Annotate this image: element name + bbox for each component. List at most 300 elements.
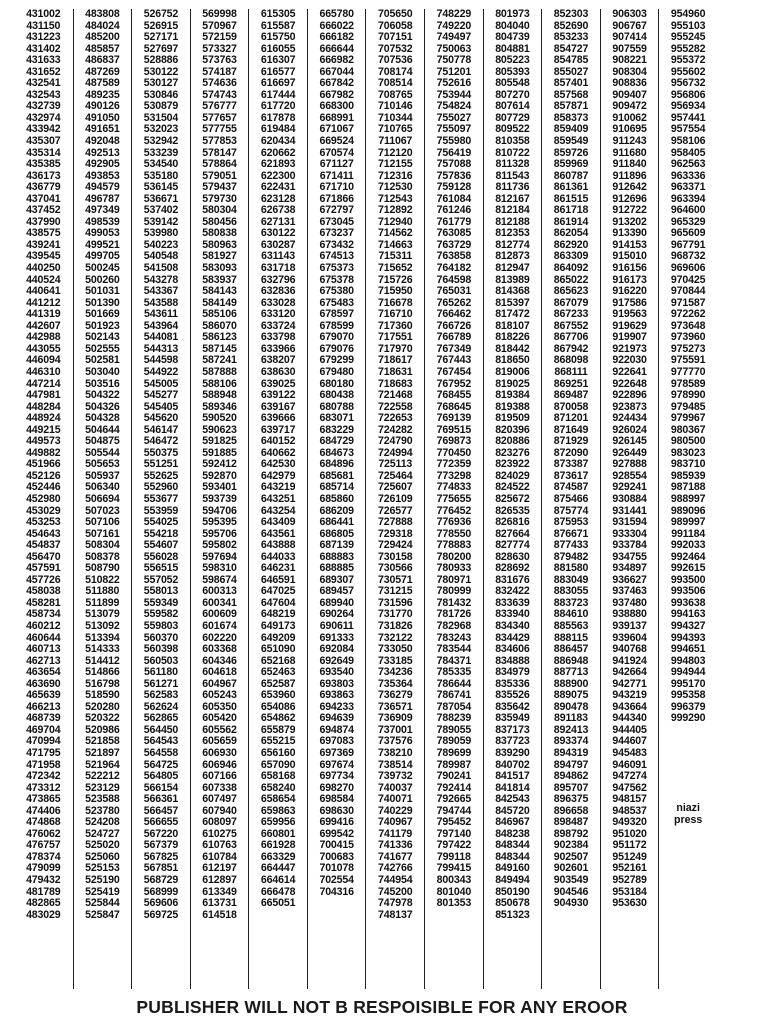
roll-number: 440641	[26, 285, 61, 298]
roll-number: 683229	[319, 423, 354, 436]
roll-number: 731215	[378, 585, 413, 598]
roll-number: 431002	[26, 8, 61, 20]
roll-number: 472342	[26, 770, 61, 783]
roll-number: 580963	[202, 238, 237, 251]
roll-number: 740071	[378, 793, 413, 806]
roll-number: 734236	[378, 666, 413, 679]
roll-number: 492513	[85, 146, 120, 159]
roll-number: 867233	[553, 308, 589, 321]
roll-number: 518590	[85, 689, 120, 702]
roll-number: 706058	[378, 19, 413, 32]
roll-number: 992464	[670, 550, 706, 563]
roll-number: 893374	[553, 735, 589, 748]
roll-number: 675373	[319, 262, 354, 275]
roll-number: 780200	[436, 550, 472, 563]
roll-number: 652463	[260, 666, 296, 679]
roll-number: 886457	[553, 643, 589, 656]
roll-number: 532942	[143, 135, 179, 148]
roll-number: 539980	[143, 227, 179, 240]
roll-number: 497349	[85, 204, 120, 217]
roll-number: 778550	[436, 527, 472, 540]
roll-number: 544922	[143, 365, 179, 378]
roll-number: 912696	[612, 192, 647, 205]
roll-number: 842543	[495, 793, 530, 806]
roll-number: 537402	[143, 204, 179, 217]
roll-number: 505544	[85, 446, 120, 459]
roll-number: 564450	[143, 723, 179, 736]
roll-number: 859726	[553, 146, 589, 159]
roll-number: 654086	[260, 700, 296, 713]
roll-number: 943664	[612, 700, 647, 713]
roll-number: 631143	[261, 250, 296, 263]
roll-number: 955103	[670, 19, 706, 32]
roll-number: 786741	[436, 689, 472, 702]
roll-number: 446310	[26, 365, 61, 378]
roll-number: 731596	[378, 596, 413, 609]
roll-number: 837173	[495, 723, 530, 736]
roll-number: 525844	[85, 897, 120, 910]
roll-number: 755027	[436, 111, 472, 124]
roll-number: 907414	[612, 31, 647, 44]
roll-number: 553677	[143, 492, 179, 505]
roll-number: 617878	[260, 111, 296, 124]
roll-number: 658654	[260, 793, 296, 806]
roll-number: 956934	[670, 100, 706, 113]
roll-number: 685860	[319, 492, 354, 505]
roll-number: 944340	[612, 712, 647, 725]
roll-number: 736571	[378, 700, 413, 713]
roll-number: 731826	[378, 619, 413, 632]
roll-number: 957441	[670, 111, 706, 124]
roll-number: 671067	[319, 123, 354, 136]
roll-number: 786644	[436, 677, 472, 690]
roll-number: 560370	[143, 631, 179, 644]
roll-number: 742766	[378, 862, 413, 875]
roll-number: 569606	[143, 897, 179, 910]
number-column-2	[73, 9, 132, 989]
roll-number: 849494	[495, 874, 530, 887]
roll-number: 436779	[26, 181, 61, 194]
roll-number: 543588	[143, 296, 179, 309]
roll-number: 857871	[553, 100, 589, 113]
roll-number: 869251	[553, 377, 589, 390]
roll-number: 916173	[612, 273, 647, 286]
roll-number: 688885	[319, 562, 354, 575]
roll-number: 862920	[553, 238, 589, 251]
roll-number: 487269	[85, 65, 120, 78]
roll-number: 761084	[436, 192, 472, 205]
roll-number: 729424	[378, 539, 413, 552]
roll-number: 668300	[319, 100, 354, 113]
roll-number: 784371	[436, 654, 472, 667]
roll-number: 591885	[202, 446, 237, 459]
roll-number: 854727	[553, 42, 589, 55]
roll-number: 818650	[495, 354, 530, 367]
roll-number: 738514	[378, 758, 413, 771]
roll-number: 810358	[495, 135, 530, 148]
roll-number: 592412	[202, 458, 237, 471]
roll-number: 761779	[436, 215, 472, 228]
roll-number: 431633	[26, 54, 61, 67]
roll-number: 858373	[553, 111, 589, 124]
roll-number: 458038	[26, 585, 61, 598]
roll-number: 561180	[144, 666, 178, 679]
roll-number: 828630	[495, 550, 530, 563]
roll-number: 769873	[436, 435, 472, 448]
roll-number: 931441	[612, 504, 647, 517]
roll-number: 605243	[202, 689, 237, 702]
roll-number: 708174	[378, 65, 413, 78]
roll-number: 870058	[553, 400, 589, 413]
roll-number: 704316	[319, 885, 354, 898]
roll-number: 666644	[319, 42, 354, 55]
roll-number: 570967	[202, 19, 237, 32]
roll-number: 755097	[436, 123, 472, 136]
roll-number: 657090	[260, 758, 296, 771]
roll-number: 725113	[378, 458, 413, 471]
roll-number: 833639	[495, 596, 530, 609]
roll-number: 913202	[612, 215, 647, 228]
roll-number: 780971	[436, 573, 472, 586]
roll-number: 859549	[553, 135, 589, 148]
roll-number: 750778	[436, 54, 472, 67]
roll-number: 437990	[26, 215, 61, 228]
roll-number: 859969	[553, 158, 589, 171]
roll-number: 766462	[436, 308, 472, 321]
roll-number: 930884	[612, 492, 647, 505]
roll-number: 983023	[670, 446, 706, 459]
roll-number: 944405	[612, 723, 647, 736]
roll-number: 815397	[495, 296, 530, 309]
roll-number: 953184	[612, 885, 647, 898]
roll-number: 988997	[670, 492, 706, 505]
roll-number: 576777	[202, 100, 237, 113]
roll-number: 857568	[553, 88, 589, 101]
roll-number: 543964	[143, 319, 179, 332]
roll-number: 474868	[26, 816, 61, 829]
roll-number: 543367	[143, 285, 179, 298]
roll-number: 553959	[143, 504, 179, 517]
roll-number: 855027	[553, 65, 589, 78]
roll-number: 613349	[202, 885, 237, 898]
roll-number: 765262	[436, 296, 472, 309]
roll-number: 591825	[202, 435, 237, 448]
roll-number: 979485	[670, 400, 706, 413]
roll-number: 716678	[378, 296, 413, 309]
roll-number: 995358	[670, 689, 706, 702]
roll-number: 539142	[143, 215, 179, 228]
roll-number: 525419	[85, 885, 120, 898]
roll-number: 908304	[612, 65, 647, 78]
roll-number: 853233	[553, 31, 589, 44]
roll-number: 714663	[378, 238, 413, 251]
roll-number: 941924	[612, 654, 647, 667]
roll-number: 605659	[202, 735, 237, 748]
roll-number: 951172	[612, 839, 647, 852]
roll-number: 921973	[612, 342, 647, 355]
roll-number: 825672	[495, 492, 530, 505]
roll-number: 574743	[202, 88, 237, 101]
number-column-10	[541, 9, 600, 989]
roll-number: 835526	[495, 689, 530, 702]
roll-number: 833940	[495, 608, 530, 621]
roll-number: 546147	[143, 423, 179, 436]
roll-number: 894319	[553, 747, 589, 759]
roll-number: 906767	[612, 19, 647, 32]
roll-number: 647604	[260, 596, 296, 609]
roll-number: 861914	[553, 215, 589, 228]
roll-number: 442988	[26, 331, 61, 344]
roll-number: 489235	[85, 88, 120, 101]
roll-number: 667842	[319, 77, 354, 90]
roll-number: 499705	[85, 250, 120, 263]
roll-number: 439545	[26, 250, 61, 263]
roll-number: 579437	[202, 181, 237, 194]
roll-number: 867079	[553, 296, 589, 309]
roll-number: 535180	[143, 169, 179, 182]
roll-number: 767443	[436, 354, 472, 367]
roll-number: 597694	[202, 550, 237, 563]
roll-number: 911840	[612, 158, 647, 171]
roll-number: 890478	[553, 700, 589, 713]
roll-number: 937480	[612, 596, 647, 609]
roll-number: 857401	[553, 77, 589, 90]
roll-number: 651090	[260, 643, 296, 656]
roll-number: 481789	[26, 885, 61, 898]
roll-number: 562583	[143, 689, 179, 702]
roll-number: 522212	[85, 770, 120, 783]
roll-number: 502555	[85, 342, 120, 355]
roll-number: 451966	[26, 458, 61, 471]
roll-number: 630122	[260, 227, 296, 240]
roll-number: 841814	[495, 781, 530, 794]
roll-number: 604967	[202, 677, 237, 690]
roll-number: 756419	[436, 146, 472, 159]
roll-number: 619484	[260, 123, 296, 136]
roll-number: 947274	[612, 770, 647, 783]
roll-number: 736909	[378, 712, 413, 725]
roll-number: 689307	[319, 573, 354, 586]
roll-number: 577755	[202, 123, 237, 136]
roll-number: 865022	[553, 273, 589, 286]
roll-number: 868098	[553, 354, 589, 367]
roll-number: 661928	[260, 839, 296, 852]
roll-number: 431652	[26, 65, 61, 78]
roll-number: 671866	[319, 192, 354, 205]
roll-number: 507161	[85, 527, 120, 540]
roll-number: 714562	[378, 227, 413, 240]
roll-number: 942664	[612, 666, 647, 679]
roll-number: 622431	[260, 181, 296, 194]
roll-number: 978990	[670, 389, 706, 402]
number-column-5	[248, 9, 307, 989]
roll-number: 721468	[378, 389, 413, 402]
roll-number: 765031	[436, 285, 472, 298]
roll-number: 884610	[553, 608, 589, 621]
roll-number: 458281	[26, 596, 61, 609]
roll-number: 770450	[436, 446, 472, 459]
roll-number: 769139	[436, 412, 472, 425]
roll-number: 572159	[202, 31, 237, 44]
roll-number: 699542	[319, 827, 354, 840]
roll-number: 738210	[378, 747, 413, 759]
roll-number: 922896	[612, 389, 647, 402]
roll-number: 525020	[85, 839, 120, 852]
roll-number: 839290	[495, 747, 530, 759]
roll-number: 864092	[553, 262, 589, 275]
roll-number: 586070	[202, 319, 237, 332]
roll-number: 877433	[553, 539, 589, 552]
roll-number: 654862	[260, 712, 296, 725]
roll-number: 896658	[553, 804, 589, 817]
press-credit-line-2: press	[674, 813, 703, 826]
roll-number: 473865	[26, 793, 61, 806]
roll-number: 540223	[143, 238, 179, 251]
roll-number: 648219	[260, 608, 296, 621]
roll-number: 671710	[319, 181, 354, 194]
roll-number: 569998	[202, 8, 237, 20]
roll-number: 544081	[143, 331, 179, 344]
roll-number: 956732	[670, 77, 706, 90]
roll-number: 773298	[436, 469, 472, 482]
roll-number: 807729	[495, 111, 530, 124]
roll-number: 479432	[26, 874, 61, 887]
roll-number: 694874	[319, 723, 354, 736]
roll-number: 955372	[670, 54, 706, 67]
roll-number: 951249	[612, 850, 647, 863]
roll-number: 769515	[436, 423, 472, 436]
roll-number: 926024	[612, 423, 647, 436]
roll-number: 693863	[319, 689, 354, 702]
roll-number: 566154	[143, 781, 179, 794]
roll-number: 973648	[670, 319, 706, 332]
roll-number: 491651	[85, 123, 120, 136]
roll-number: 867942	[553, 342, 589, 355]
roll-number: 813989	[495, 273, 530, 286]
roll-number: 697369	[319, 747, 354, 759]
roll-number: 491050	[85, 111, 120, 124]
roll-number: 642530	[260, 458, 296, 471]
roll-number: 616307	[260, 54, 296, 67]
roll-number: 646231	[260, 562, 296, 575]
roll-number: 824029	[495, 469, 530, 482]
roll-number: 805393	[495, 65, 530, 78]
roll-number: 558013	[143, 585, 179, 598]
roll-number: 865623	[553, 285, 589, 298]
roll-number: 954960	[670, 8, 706, 20]
roll-number: 449882	[26, 446, 61, 459]
roll-number: 737001	[378, 723, 413, 736]
roll-number: 763729	[436, 238, 472, 251]
roll-number: 543278	[143, 273, 179, 286]
roll-number: 862054	[553, 227, 589, 240]
roll-number: 633724	[260, 319, 296, 332]
roll-number: 664447	[260, 862, 296, 875]
roll-number: 891183	[554, 712, 588, 725]
roll-number: 556028	[143, 550, 179, 563]
roll-number: 748229	[436, 8, 472, 20]
roll-number: 717551	[378, 331, 413, 344]
roll-number: 911680	[612, 146, 647, 159]
roll-number: 757088	[436, 158, 472, 171]
roll-number: 922648	[612, 377, 647, 390]
number-column-6	[307, 9, 366, 989]
roll-number: 490126	[85, 100, 120, 113]
roll-number: 995170	[670, 677, 706, 690]
roll-number: 639122	[260, 389, 296, 402]
roll-number: 885563	[553, 619, 589, 632]
roll-number: 850190	[495, 885, 530, 898]
roll-number: 685681	[319, 469, 354, 482]
roll-number: 767952	[436, 377, 472, 390]
roll-number: 678597	[319, 308, 354, 321]
roll-number: 469704	[26, 723, 61, 736]
roll-number: 970425	[670, 273, 706, 286]
roll-number: 562624	[143, 700, 179, 713]
roll-number: 852690	[553, 19, 589, 32]
roll-number: 994393	[670, 631, 706, 644]
roll-number: 916156	[612, 262, 647, 275]
roll-number: 446094	[26, 354, 61, 367]
roll-number: 448284	[26, 400, 61, 413]
roll-number: 963336	[670, 169, 706, 182]
roll-number: 673432	[319, 238, 354, 251]
roll-number: 601674	[202, 619, 237, 632]
roll-number: 660801	[260, 827, 296, 840]
roll-number: 523780	[85, 804, 120, 817]
roll-number: 764598	[436, 273, 472, 286]
roll-number: 447981	[26, 389, 61, 402]
roll-number: 749220	[436, 19, 472, 32]
roll-number: 526752	[143, 8, 179, 20]
roll-number: 834606	[495, 643, 530, 656]
number-column-11	[600, 9, 659, 989]
roll-number: 712530	[378, 181, 413, 194]
roll-number: 669524	[319, 135, 354, 148]
roll-number: 755980	[436, 135, 472, 148]
roll-number: 887713	[553, 666, 589, 679]
roll-number: 505653	[85, 458, 120, 471]
roll-number: 620662	[260, 146, 296, 159]
roll-number: 914153	[612, 238, 647, 251]
roll-number: 790241	[436, 770, 472, 783]
roll-number: 568729	[143, 874, 179, 887]
roll-number: 556515	[143, 562, 179, 575]
roll-number: 655215	[260, 735, 296, 748]
roll-number: 693540	[319, 666, 354, 679]
roll-number: 587145	[202, 342, 237, 355]
roll-number: 759128	[436, 181, 472, 194]
roll-number: 492905	[85, 158, 120, 171]
roll-number: 604346	[202, 654, 237, 667]
roll-number: 811543	[495, 169, 530, 182]
roll-number: 799118	[436, 850, 471, 863]
roll-number: 501669	[85, 308, 120, 321]
roll-number: 894862	[553, 770, 589, 783]
roll-number: 967791	[670, 238, 706, 251]
roll-number: 689940	[319, 596, 354, 609]
roll-number: 761246	[436, 204, 472, 217]
roll-number: 534540	[143, 158, 179, 171]
roll-number: 767349	[436, 342, 472, 355]
roll-number: 476757	[26, 839, 61, 852]
roll-number: 520986	[85, 723, 120, 736]
roll-number: 442607	[26, 319, 61, 332]
roll-number: 970844	[670, 285, 706, 298]
roll-number: 797140	[436, 827, 472, 840]
roll-number: 545620	[143, 412, 179, 425]
roll-number: 447214	[26, 377, 61, 390]
